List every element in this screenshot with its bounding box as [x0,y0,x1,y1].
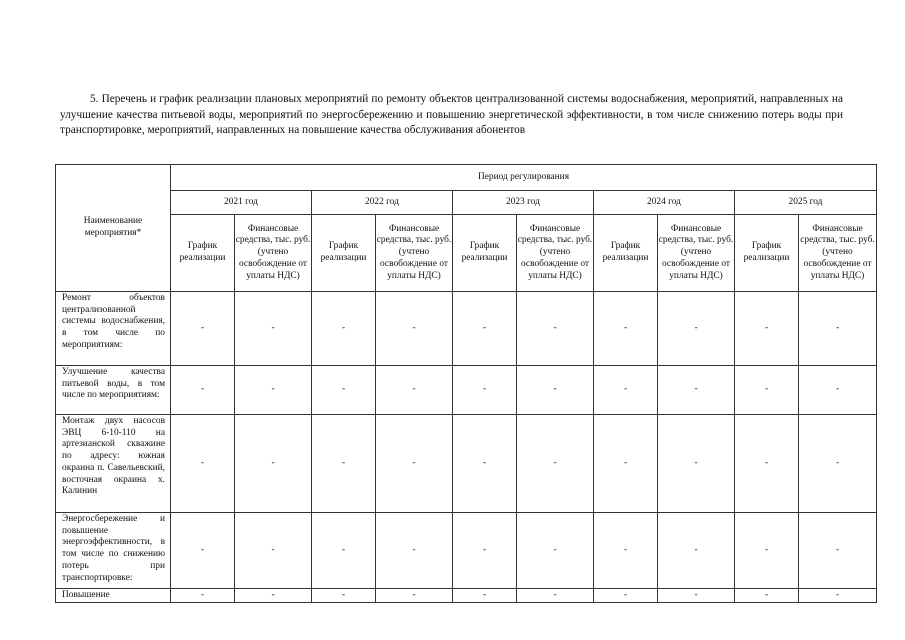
table-cell: - [658,513,735,589]
table-cell: - [453,366,517,415]
table-cell: - [658,292,735,366]
table-cell: - [171,292,235,366]
row-name: Улучшение качества питьевой воды, в том числе по мероприятиям: [56,366,171,415]
table-cell: - [235,415,312,513]
table-cell: - [171,589,235,603]
measures-table [55,164,877,603]
finance-subheader: Финансовые средства, тыс. руб. (учтено освобождение от уплаты НДС) [799,215,877,292]
schedule-subheader: График реализации [594,215,658,292]
table-cell: - [312,513,376,589]
table-cell: - [735,415,799,513]
table-cell: - [235,513,312,589]
table-cell: - [517,589,594,603]
finance-subheader: Финансовые средства, тыс. руб. (учтено освобождение от уплаты НДС) [517,215,594,292]
table-cell: - [453,292,517,366]
table-cell: - [171,415,235,513]
table-row [56,366,877,415]
table-cell: - [171,366,235,415]
table-cell: - [799,589,877,603]
schedule-subheader: График реализации [171,215,235,292]
subheader-row [56,215,877,292]
year-header: 2021 год [171,191,312,215]
year-header: 2023 год [453,191,594,215]
schedule-subheader: График реализации [312,215,376,292]
table-cell: - [594,415,658,513]
section-heading: 5. Перечень и график реализации плановых мероприятий по ремонту объектов централизованной системы водоснабжения, мероприятий, направленных на улучшение качества питьевой воды, мероприятий по энергосбережению и повышению энергетической эффективности, в том числе снижению потерь воды при транспортировке, мероприятий, направленных на повышение качества обслуживания абонентов [60,93,843,136]
table-cell: - [517,366,594,415]
row-name: Повышение [56,589,171,603]
year-header: 2022 год [312,191,453,215]
table-cell: - [235,589,312,603]
row-name: Монтаж двух насосов ЭВЦ 6-10-110 на артезианской скважине по адресу: южная окраина п. Савельевский, восточная окраина х. Калинин [56,415,171,513]
table-cell: - [799,513,877,589]
finance-subheader: Финансовые средства, тыс. руб. (учтено освобождение от уплаты НДС) [376,215,453,292]
finance-subheader: Финансовые средства, тыс. руб. (учтено освобождение от уплаты НДС) [658,215,735,292]
table-cell: - [517,415,594,513]
table-cell: - [517,513,594,589]
table-cell: - [235,366,312,415]
table-cell: - [376,415,453,513]
table-cell: - [799,292,877,366]
table-cell: - [312,415,376,513]
table-cell: - [312,292,376,366]
table-cell: - [594,589,658,603]
table-cell: - [594,292,658,366]
table-cell: - [312,589,376,603]
table-cell: - [312,366,376,415]
table-cell: - [735,366,799,415]
table-cell: - [658,589,735,603]
table-row [56,292,877,366]
table-cell: - [658,415,735,513]
table-cell: - [376,366,453,415]
period-header: Период регулирования [171,165,877,191]
table-cell: - [735,589,799,603]
year-header: 2024 год [594,191,735,215]
table-row [56,589,877,603]
table-cell: - [799,415,877,513]
table-cell: - [376,292,453,366]
table-cell: - [594,513,658,589]
table-cell: - [658,366,735,415]
finance-subheader: Финансовые средства, тыс. руб. (учтено освобождение от уплаты НДС) [235,215,312,292]
table-cell: - [594,366,658,415]
table-cell: - [735,513,799,589]
table-cell: - [453,415,517,513]
table-cell: - [735,292,799,366]
table-cell: - [376,513,453,589]
table-cell: - [235,292,312,366]
table-row [56,415,877,513]
table-cell: - [453,589,517,603]
table-cell: - [799,366,877,415]
table-cell: - [376,589,453,603]
table-cell: - [517,292,594,366]
year-header: 2025 год [735,191,877,215]
schedule-subheader: График реализации [735,215,799,292]
row-name: Ремонт объектов централизованной системы водоснабжения, в том числе по мероприятиям: [56,292,171,366]
years-row [56,191,877,215]
schedule-subheader: График реализации [453,215,517,292]
table-cell: - [171,513,235,589]
name-column-header: Наименование мероприятия* [56,165,171,292]
table-row [56,513,877,589]
row-name: Энергосбережение и повышение энергоэффективности, в том числе по снижению потерь при транспортировке: [56,513,171,589]
table-cell: - [453,513,517,589]
